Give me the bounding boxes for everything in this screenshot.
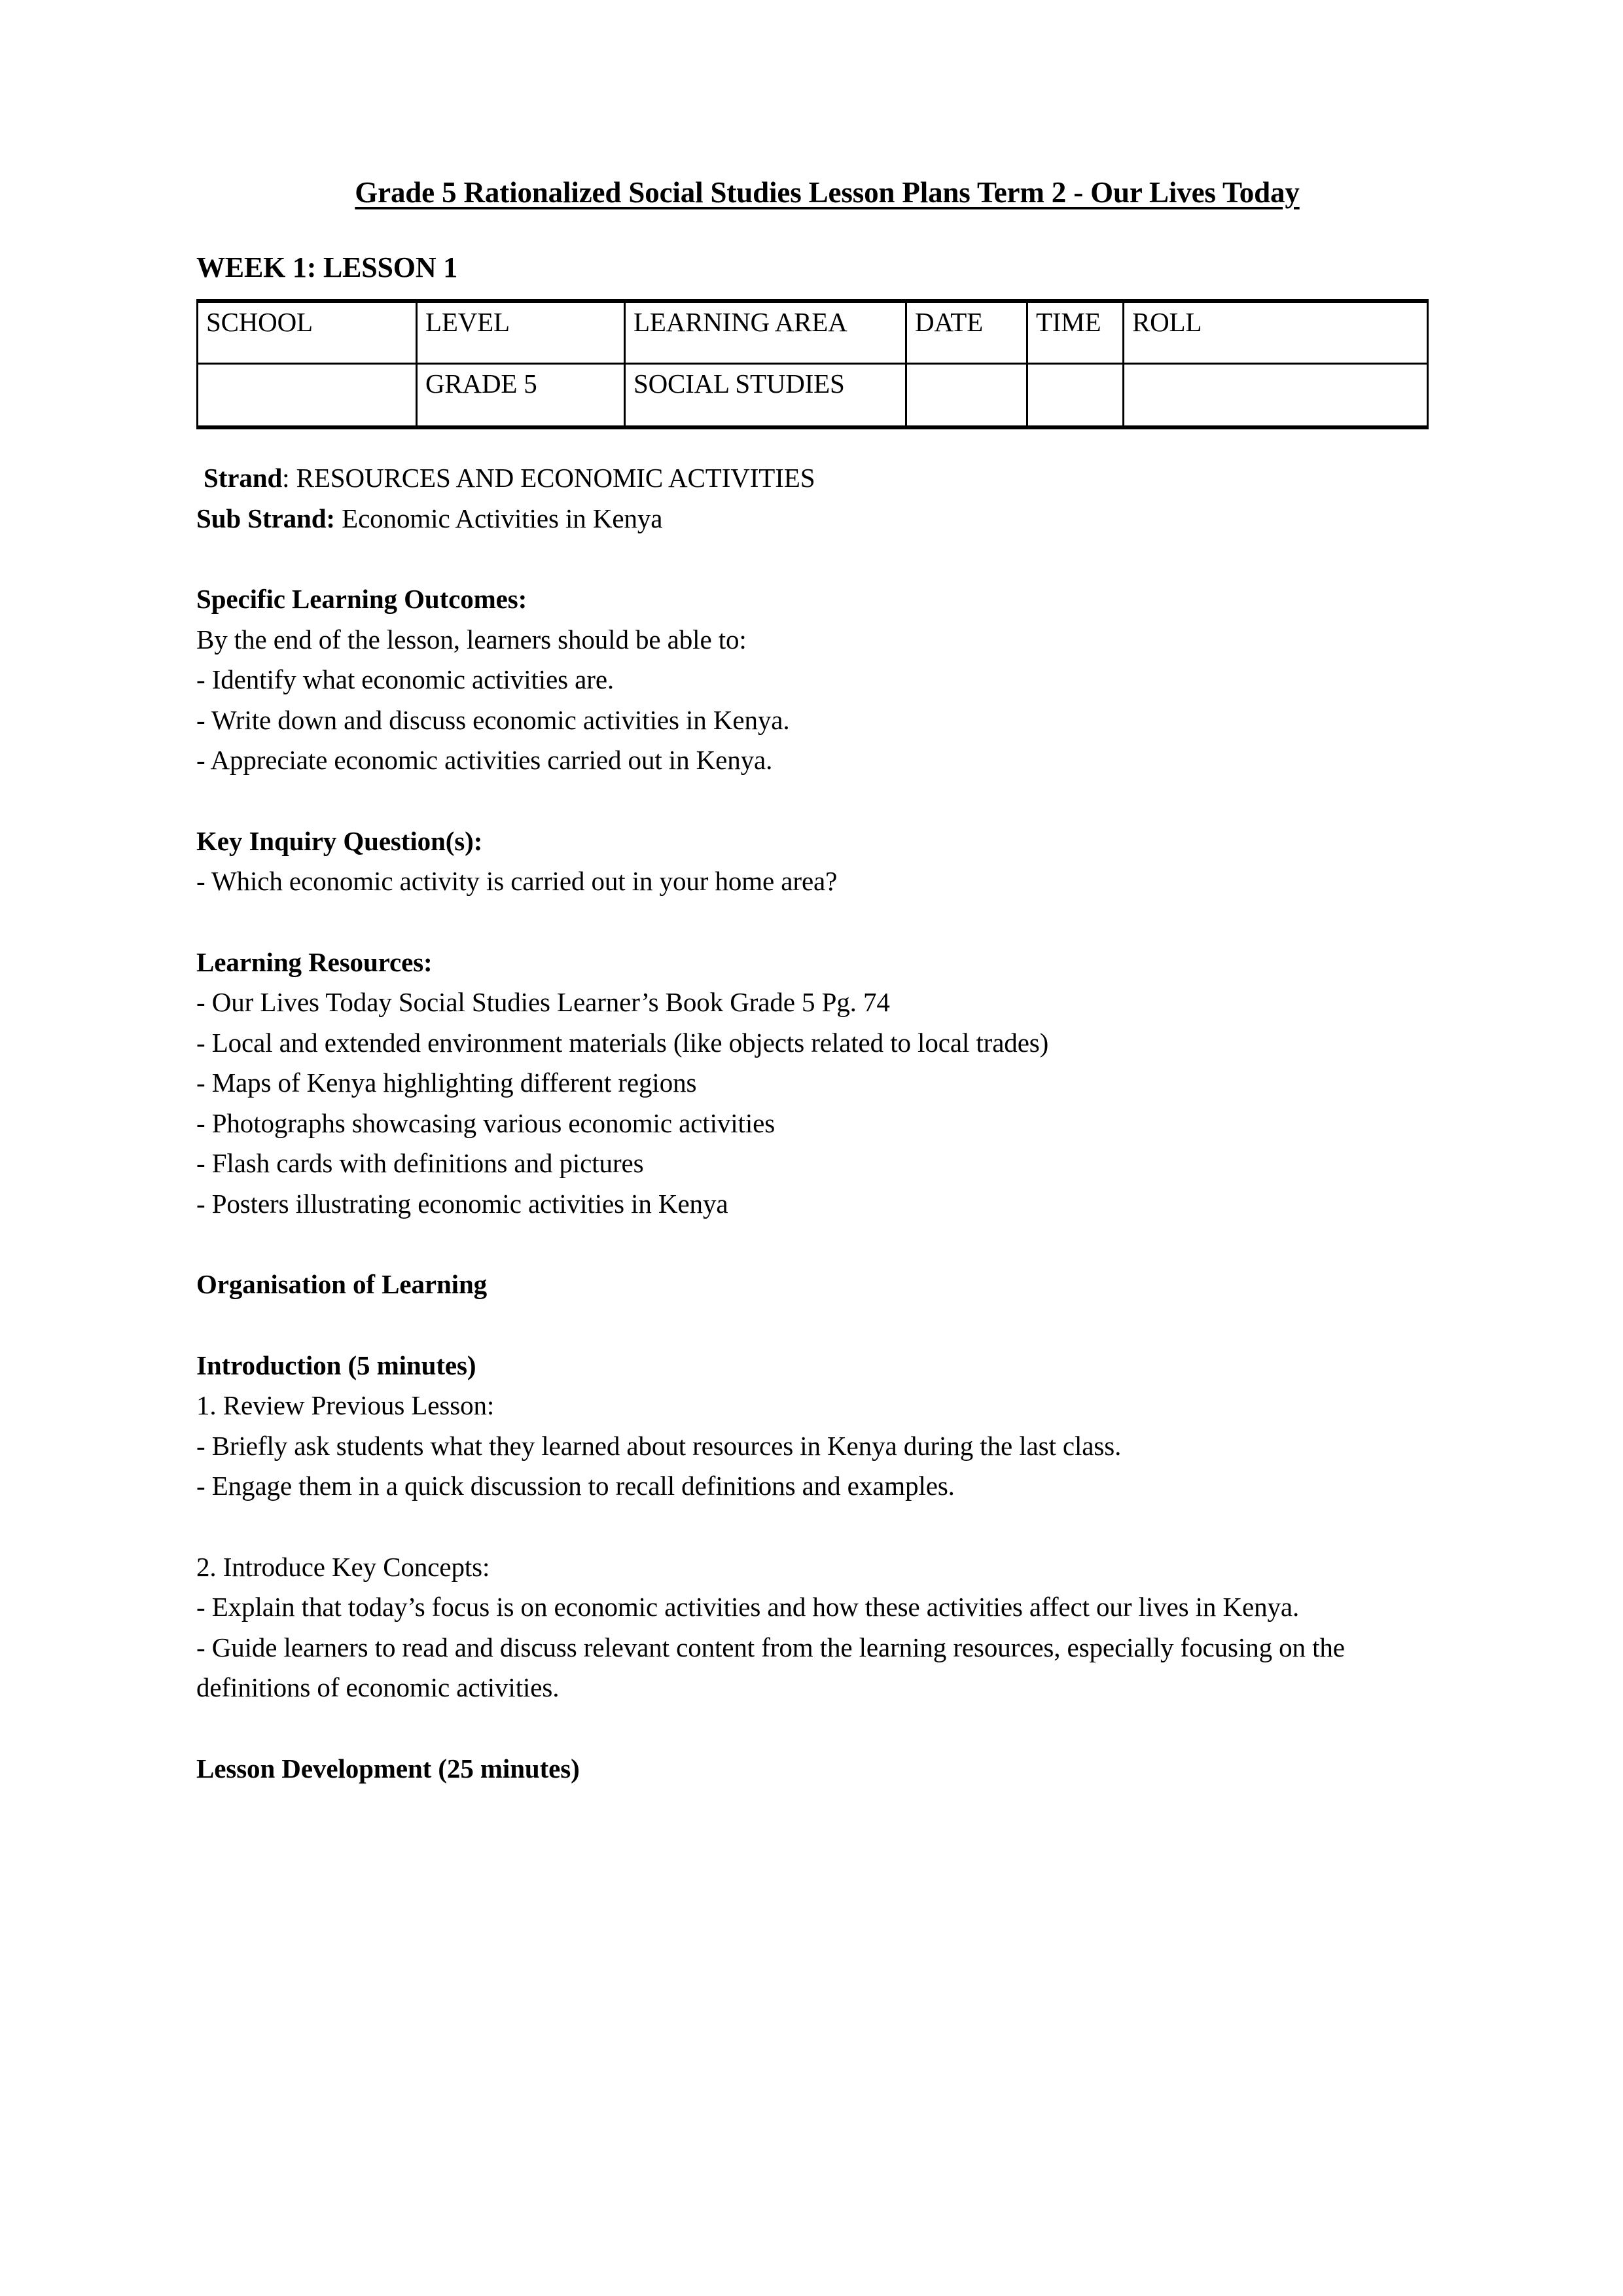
table-cell-header-roll: [1124, 301, 1428, 363]
table-cell-header-learning-area: [625, 301, 906, 363]
spacer-before-introduction: [196, 1305, 1429, 1346]
introduction-heading: Introduction (5 minutes): [196, 1350, 476, 1380]
learning-resources-item: - Local and extended environment materials (like objects related to local trades): [196, 1027, 1049, 1058]
table-cell-value-school[interactable]: [198, 363, 417, 427]
outcomes-item: - Identify what economic activities are.: [196, 664, 615, 695]
sub-strand-line: [196, 499, 1429, 539]
table-value-learning-area: SOCIAL STUDIES: [633, 368, 845, 399]
table-cell-header-time: [1027, 301, 1124, 363]
spacer-before-organisation: [196, 1224, 1429, 1265]
table-row-headers: [198, 301, 1428, 363]
table-cell-header-school: [198, 301, 417, 363]
key-inquiry-item: - Which economic activity is carried out in your home area?: [196, 866, 838, 897]
week-lesson-heading: WEEK 1: LESSON 1: [196, 251, 458, 284]
outcomes-intro: By the end of the lesson, learners should be able to:: [196, 624, 747, 655]
page-content: [196, 175, 1429, 1789]
learning-resources-item: - Posters illustrating economic activities in Kenya: [196, 1188, 728, 1219]
learning-resources-heading: Learning Resources:: [196, 946, 433, 977]
spacer-after-table: [196, 429, 1429, 458]
introduction-step2-item: - Guide learners to read and discuss relevant content from the learning resources, especially focusing on the definitions of economic activities.: [196, 1632, 1345, 1703]
table-cell-header-date: [906, 301, 1027, 363]
spacer-before-lesson-development: [196, 1708, 1429, 1749]
strand-value: : RESOURCES AND ECONOMIC ACTIVITIES: [282, 463, 815, 493]
table-header-time-label: TIME: [1036, 307, 1101, 338]
sub-strand-label: Sub Strand:: [196, 503, 335, 533]
introduction-step2-title: 2. Introduce Key Concepts:: [196, 1551, 490, 1582]
learning-resources-item: - Flash cards with definitions and pictures: [196, 1148, 644, 1179]
table-header-school-label: SCHOOL: [206, 307, 313, 338]
table-value-level: GRADE 5: [425, 368, 537, 399]
spacer-after-title: [196, 210, 1429, 249]
specific-learning-outcomes-heading: Specific Learning Outcomes:: [196, 584, 527, 615]
learning-resources-item: - Our Lives Today Social Studies Learner’s Book Grade 5 Pg. 74: [196, 987, 890, 1018]
key-inquiry-heading: Key Inquiry Question(s):: [196, 825, 483, 856]
table-cell-value-date[interactable]: [906, 363, 1027, 427]
spacer-before-step2: [196, 1507, 1429, 1547]
introduction-step2-item: - Explain that today’s focus is on economic activities and how these activities affect our lives in Kenya.: [196, 1592, 1300, 1623]
spacer-before-learning-resources: [196, 902, 1429, 942]
table-header-date-label: DATE: [915, 307, 983, 338]
table-cell-value-level[interactable]: [417, 363, 625, 427]
table-cell-header-level: [417, 301, 625, 363]
organisation-of-learning-heading: Organisation of Learning: [196, 1269, 488, 1300]
spacer-before-key-inquiry: [196, 781, 1429, 821]
learning-resources-item: - Maps of Kenya highlighting different regions: [196, 1067, 697, 1098]
lesson-info-table: [196, 299, 1429, 429]
table-header-level-label: LEVEL: [425, 307, 510, 338]
introduction-step1-item: - Briefly ask students what they learned about resources in Kenya during the last class.: [196, 1430, 1122, 1461]
sub-strand-value: Economic Activities in Kenya: [334, 503, 663, 533]
outcomes-item: - Write down and discuss economic activities in Kenya.: [196, 704, 790, 735]
spacer-before-outcomes: [196, 539, 1429, 579]
outcomes-item: - Appreciate economic activities carried out in Kenya.: [196, 745, 773, 776]
table-cell-value-time[interactable]: [1027, 363, 1124, 427]
strand-label: Strand: [204, 463, 283, 493]
page-title: Grade 5 Rationalized Social Studies Lesson Plans Term 2 - Our Lives Today: [355, 176, 1300, 209]
strand-line: [196, 458, 1429, 499]
table-row-values: [198, 363, 1428, 427]
introduction-step1-title: 1. Review Previous Lesson:: [196, 1390, 495, 1421]
introduction-step1-item: - Engage them in a quick discussion to recall definitions and examples.: [196, 1471, 955, 1501]
table-header-learning-area-label: LEARNING AREA: [633, 307, 847, 338]
learning-resources-item: - Photographs showcasing various economic activities: [196, 1107, 776, 1138]
table-cell-value-learning-area[interactable]: [625, 363, 906, 427]
lesson-development-heading: Lesson Development (25 minutes): [196, 1753, 580, 1784]
table-cell-value-roll[interactable]: [1124, 363, 1428, 427]
table-header-roll-label: ROLL: [1132, 307, 1202, 338]
